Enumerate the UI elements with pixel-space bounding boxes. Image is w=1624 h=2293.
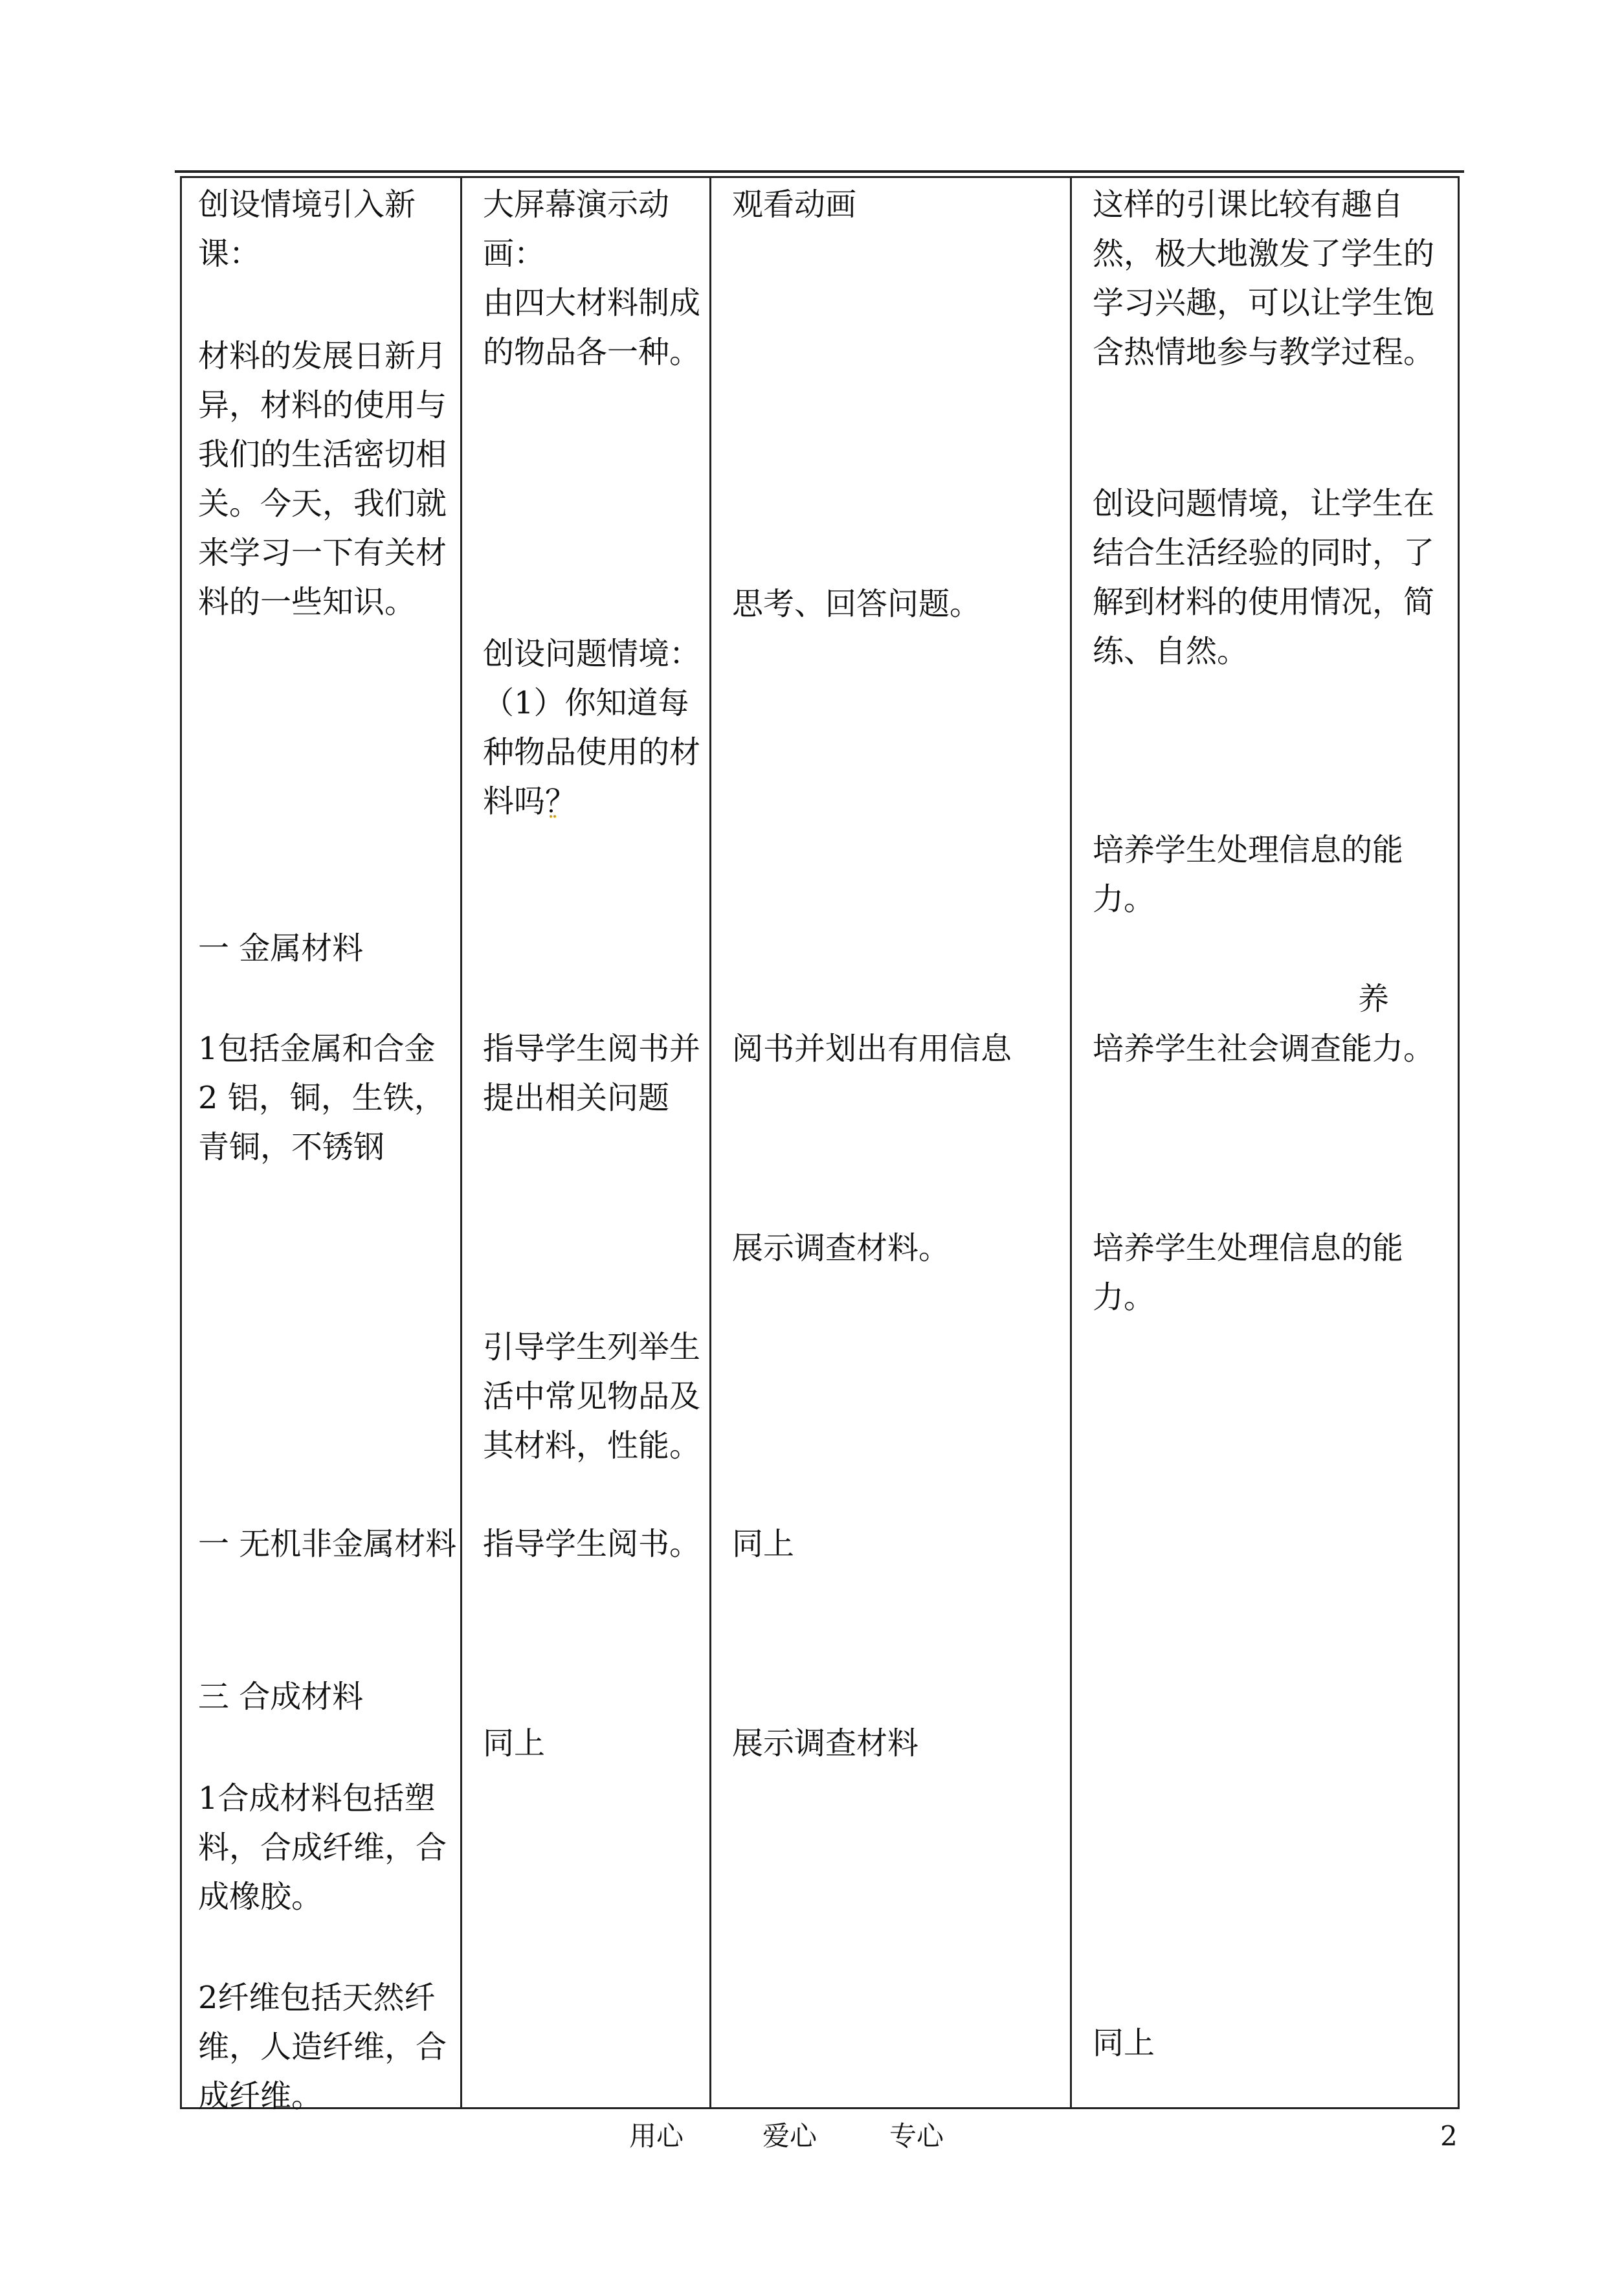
col4-intent-info-1: 培养学生处理信息的能力。 <box>1093 832 1404 917</box>
column-divider-2 <box>709 178 711 2107</box>
footer-motto-1: 用心 <box>629 2120 684 2152</box>
column-divider-3 <box>1070 178 1072 2107</box>
footer-motto-2: 爱心 <box>762 2120 818 2152</box>
col2-animation: 大屏幕演示动画： 由四大材料制成的物品各一种。 <box>483 186 701 370</box>
col1-intro-title: 创设情境引入新课： <box>198 186 416 272</box>
col3-same-as-above: 同上 <box>732 1526 795 1562</box>
col1-inorganic-heading: 一 无机非金属材料 <box>198 1526 457 1562</box>
col1-metal-heading: 一 金属材料 <box>198 930 364 967</box>
col3-think-answer: 思考、回答问题。 <box>732 586 981 622</box>
col1-metal-points: 1包括金属和合金 2 铝，铜，生铁，青铜，不锈钢 <box>198 1031 445 1165</box>
annotation-mark <box>550 811 556 818</box>
col1-intro-body: 材料的发展日新月异，材料的使用与 我们的生活密切相关。今天，我们就来学习一下有关材料的一些知识。 <box>198 338 447 620</box>
column-divider-1 <box>460 178 462 2107</box>
col1-synthetic-heading: 三 合成材料 <box>198 1679 364 1715</box>
col3-watch-animation: 观看动画 <box>732 186 857 223</box>
col4-intent-interest: 这样的引课比较有趣自然，极大地激发了学生的学习兴趣，可以让学生饱含热情地参与教学过程。 <box>1093 186 1435 370</box>
col3-show-survey: 展示调查材料。 <box>732 1230 950 1266</box>
col4-intent-survey: 培养学生社会调查能力。 <box>1093 1031 1435 1067</box>
col2-guide-listing: 引导学生列举生活中常见物品及其材料，性能。 <box>483 1329 701 1464</box>
col4-intent-info-2: 培养学生处理信息的能力。 <box>1093 1230 1404 1315</box>
col3-show-survey-2: 展示调查材料 <box>732 1725 919 1762</box>
page-number: 2 <box>1440 2120 1458 2152</box>
col1-synthetic-point-1: 1合成材料包括塑料，合成纤维，合成橡胶。 <box>198 1780 447 1915</box>
header-rule <box>175 170 1464 173</box>
col4-intent-question: 创设问题情境，让学生在结合生活经验的同时，了解到材料的使用情况，简练、自然。 <box>1093 486 1435 669</box>
col2-guide-reading: 指导学生阅书并提出相关问题 <box>483 1031 701 1116</box>
col3-read-mark: 阅书并划出有用信息 <box>732 1031 1012 1067</box>
col1-synthetic-point-2: 2纤维包括天然纤维，人造纤维，合成纤维。 <box>198 1980 447 2114</box>
col2-question-situation: 创设问题情境： （1）你知道每种物品使用的材料吗？ <box>483 636 701 820</box>
col2-same-as-above: 同上 <box>483 1725 546 1762</box>
col4-same-as-above: 同上 <box>1093 2025 1155 2061</box>
footer-motto-3: 专心 <box>889 2120 944 2152</box>
col2-guide-reading-2: 指导学生阅书。 <box>483 1526 701 1562</box>
col4-stray-char: 养 <box>1358 981 1390 1017</box>
